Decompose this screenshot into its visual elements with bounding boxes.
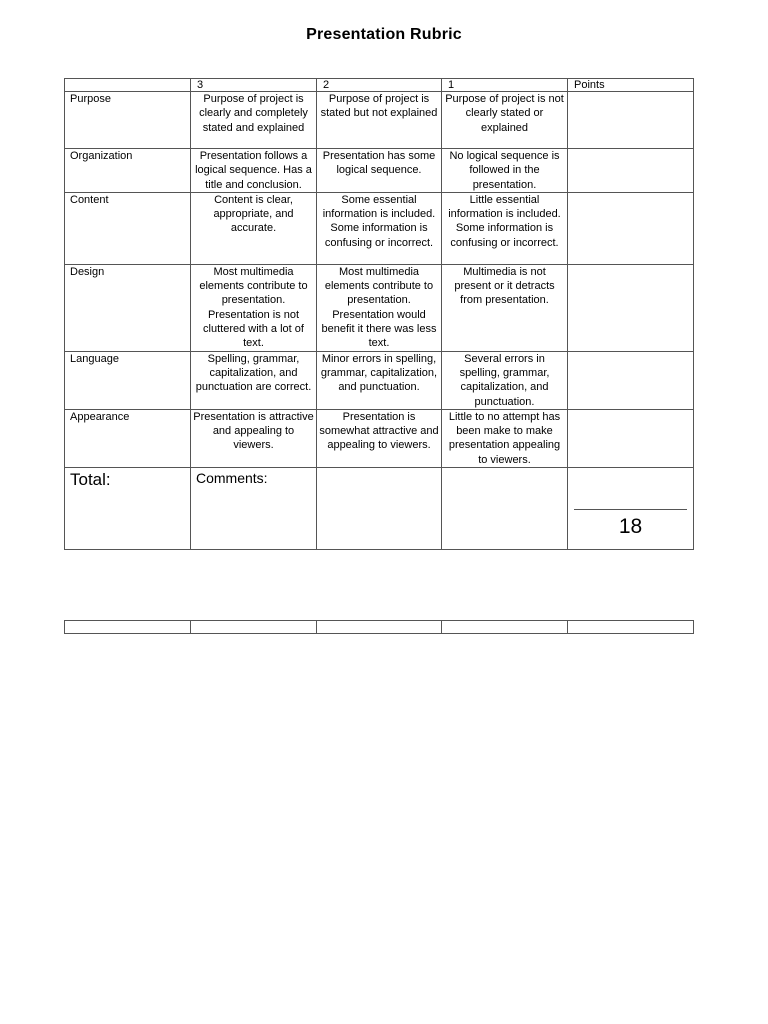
cell-score-3: Presentation follows a logical sequence. Has a title and conclusion. — [191, 149, 317, 193]
total-label: Total: — [70, 470, 111, 490]
blank-cell — [442, 621, 568, 634]
cell-score-2: Presentation is somewhat attractive and appealing to viewers. — [317, 409, 442, 467]
cell-points[interactable] — [568, 264, 694, 351]
header-row — [65, 79, 694, 92]
rubric-table — [64, 78, 694, 550]
table-row — [65, 149, 694, 193]
header-score-2: 2 — [317, 79, 442, 92]
comments-label: Comments: — [196, 470, 268, 487]
cell-score-2: Presentation has some logical sequence. — [317, 149, 442, 193]
criterion-content: Content — [65, 192, 191, 264]
criterion-appearance: Appearance — [65, 409, 191, 467]
cell-score-3: Most multimedia elements contribute to presentation. Presentation is not cluttered with a lot of text. — [191, 264, 317, 351]
blank-row — [65, 621, 694, 634]
cell-score-1: Purpose of project is not clearly stated or explained — [442, 92, 568, 149]
blank-cell — [65, 621, 191, 634]
table-row — [65, 264, 694, 351]
header-score-1: 1 — [442, 79, 568, 92]
blank-table — [64, 620, 694, 634]
cell-score-1: Several errors in spelling, grammar, capitalization, and punctuation. — [442, 351, 568, 409]
cell-points[interactable] — [568, 92, 694, 149]
cell-score-3: Purpose of project is clearly and completely stated and explained — [191, 92, 317, 149]
cell-score-1: Little essential information is included. Some information is confusing or incorrect. — [442, 192, 568, 264]
table-row — [65, 92, 694, 149]
table-row — [65, 351, 694, 409]
header-score-3: 3 — [191, 79, 317, 92]
blank-cell — [317, 621, 442, 634]
cell-points[interactable] — [568, 149, 694, 193]
points-divider — [574, 509, 687, 510]
cell-score-1: Multimedia is not present or it detracts from presentation. — [442, 264, 568, 351]
comments-cell[interactable] — [191, 468, 317, 550]
criterion-design: Design — [65, 264, 191, 351]
header-criteria — [65, 79, 191, 92]
cell-points[interactable] — [568, 409, 694, 467]
points-total-value: 18 — [618, 515, 643, 539]
page-title: Presentation Rubric — [306, 26, 462, 43]
comments-area[interactable] — [317, 468, 442, 550]
criterion-language: Language — [65, 351, 191, 409]
blank-cell — [191, 621, 317, 634]
table-row — [65, 192, 694, 264]
table-row — [65, 409, 694, 467]
cell-points[interactable] — [568, 351, 694, 409]
total-cell — [65, 468, 191, 550]
total-row — [65, 468, 694, 550]
criterion-organization: Organization — [65, 149, 191, 193]
cell-score-3: Presentation is attractive and appealing to viewers. — [191, 409, 317, 467]
cell-score-3: Spelling, grammar, capitalization, and punctuation are correct. — [191, 351, 317, 409]
cell-score-2: Some essential information is included. Some information is confusing or incorrect. — [317, 192, 442, 264]
criterion-purpose: Purpose — [65, 92, 191, 149]
comments-area[interactable] — [442, 468, 568, 550]
blank-cell — [568, 621, 694, 634]
cell-score-1: No logical sequence is followed in the presentation. — [442, 149, 568, 193]
cell-score-2: Purpose of project is stated but not explained — [317, 92, 442, 149]
cell-score-3: Content is clear, appropriate, and accurate. — [191, 192, 317, 264]
cell-score-2: Most multimedia elements contribute to presentation. Presentation would benefit it there was less text. — [317, 264, 442, 351]
cell-score-1: Little to no attempt has been make to make presentation appealing to viewers. — [442, 409, 568, 467]
header-points: Points — [568, 79, 694, 92]
cell-score-2: Minor errors in spelling, grammar, capitalization, and punctuation. — [317, 351, 442, 409]
points-total-cell — [568, 468, 694, 550]
cell-points[interactable] — [568, 192, 694, 264]
